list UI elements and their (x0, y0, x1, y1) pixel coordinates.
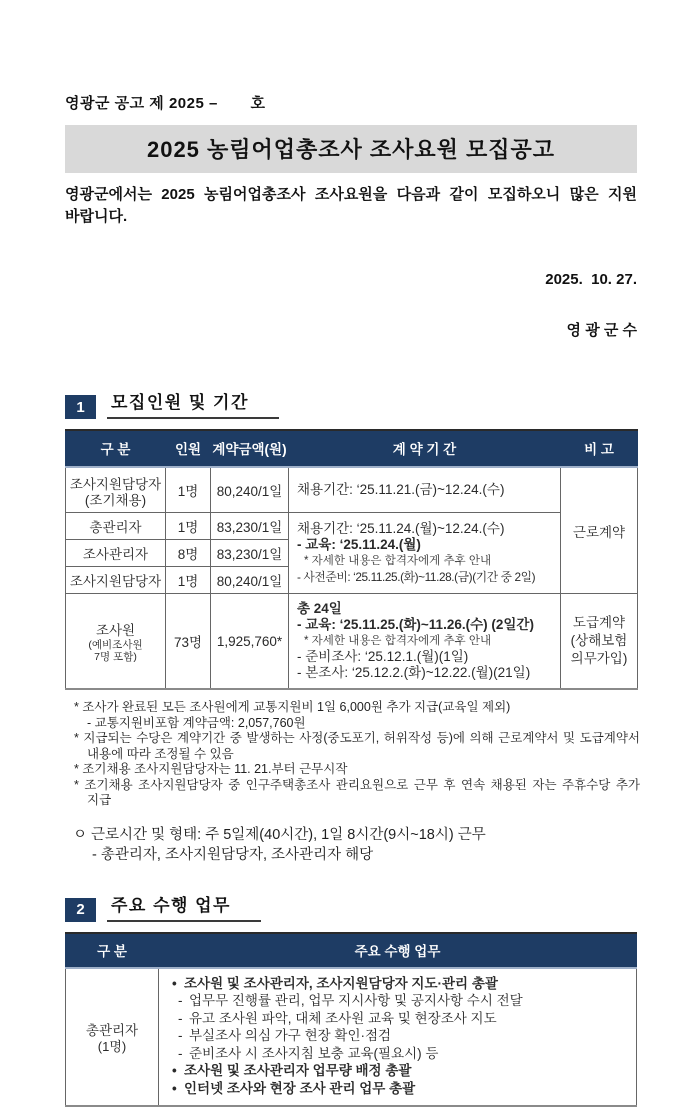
section2-number-badge: 2 (65, 898, 96, 922)
date-signature-block (65, 237, 637, 373)
period-cell: 채용기간: ‘25.11.21.(금)~12.24.(수) (289, 467, 561, 513)
duty-item: • 조사원 및 조사관리자, 조사지원담당자 지도·관리 총괄 (172, 975, 498, 991)
pay-cell: 83,230/1일 (211, 540, 289, 567)
section1-number-badge: 1 (65, 395, 96, 419)
col-header-count: 인원 (166, 430, 211, 467)
table-header-row (66, 933, 637, 968)
period-cell: 채용기간: ‘25.11.24.(월)~12.24.(수) - 교육: ‘25.11.24.(월) * 자세한 내용은 합격자에게 추후 안내 - 사전준비: ‘25.11.25.(화)~11.28.(금)(기간 중 2일) (289, 513, 561, 594)
recruitment-table (65, 429, 638, 690)
section1-heading (65, 388, 637, 419)
announcement-date: 2025. 10. 27. (545, 271, 637, 288)
duty-item: • 인터넷 조사와 현장 조사 관리 업무 총괄 (172, 1081, 416, 1097)
period-cell: 총 24일 - 교육: ‘25.11.25.(화)~11.26.(수) (2일간) * 자세한 내용은 합격자에게 추후 안내 - 준비조사: ‘25.12.1.(월)(1일) - 본조사: ‘25.12.2.(화)~12.22.(월)(21일) (289, 594, 561, 690)
table-row (66, 594, 638, 690)
worktime-line: ㅇ 근로시간 및 형태: 주 5일제(40시간), 1일 8시간(9시~18시) 근무 (73, 826, 486, 843)
footnote-sub: - 교통지원비포함 계약금액: 2,057,760원 (87, 715, 306, 730)
pay-cell: 1,925,760* (211, 594, 289, 690)
footnote: * 조사가 완료된 모든 조사원에게 교통지원비 1일 6,000원 추가 지급(교육일 제외) (74, 700, 511, 714)
notice-number: 영광군 공고 제 2025 – 호 (65, 95, 266, 112)
role-cell: 조사지원담당자 (조기채용) (66, 467, 166, 513)
role-cell: 조사원 (예비조사원 7명 포함) (66, 594, 166, 690)
footnote: * 지급되는 수당은 계약기간 중 발생하는 사정(중도포기, 허위작성 등)에 의해 근로계약서 및 도급계약서 내용에 따라 조정될 수 있음 (74, 731, 640, 761)
role-cell: 총관리자 (1명) (66, 968, 159, 1106)
footnotes (65, 700, 640, 809)
section2-heading (65, 891, 637, 922)
count-cell: 1명 (166, 513, 211, 540)
role-cell: 총관리자 (66, 513, 166, 540)
remark-cell: 도급계약 (상해보험 의무가입) (561, 594, 638, 690)
worktime-subline: - 총관리자, 조사지원담당자, 조사관리자 해당 (92, 846, 374, 863)
count-cell: 73명 (166, 594, 211, 690)
duty-item: • 조사원 및 조사관리자 업무량 배정 총괄 (172, 1063, 412, 1079)
table-row (66, 467, 638, 513)
pay-cell: 83,230/1일 (211, 513, 289, 540)
role-cell: 조사관리자 (66, 540, 166, 567)
col-header-remark: 비 고 (561, 430, 638, 467)
count-cell: 1명 (166, 467, 211, 513)
col-header-category: 구 분 (66, 933, 159, 968)
pay-cell: 80,240/1일 (211, 567, 289, 594)
duties-cell (159, 968, 637, 1106)
role-cell: 조사지원담당자 (66, 567, 166, 594)
table-header-row (66, 430, 638, 467)
col-header-category: 구 분 (66, 430, 166, 467)
table-row (66, 968, 637, 1106)
footnote: * 조기채용 조사지원담당자는 11. 21.부터 근무시작 (74, 762, 348, 776)
worktime-block (65, 825, 637, 865)
duties-table (65, 932, 637, 1107)
col-header-period: 계 약 기 간 (289, 430, 561, 467)
col-header-amount: 계약금액(원) (211, 430, 289, 467)
duty-item: - 업무무 진행률 관리, 업무 지시사항 및 공지사항 수시 전달 (178, 993, 523, 1009)
col-header-duties: 주요 수행 업무 (159, 933, 637, 968)
remark-cell: 근로계약 (561, 467, 638, 594)
section1-title: 모집인원 및 기간 (107, 388, 279, 419)
section2-title: 주요 수행 업무 (107, 891, 261, 922)
document-title: 2025 농림어업총조사 조사요원 모집공고 (65, 125, 637, 173)
duty-item: - 부실조사 의심 가구 현장 확인·점검 (178, 1028, 392, 1044)
footnote: * 조기채용 조사지원담당자 중 인구주택총조사 관리요원으로 근무 후 연속 채용된 자는 주휴수당 추가 지급 (74, 777, 640, 807)
count-cell: 8명 (166, 540, 211, 567)
signer-title: 영 광 군 수 (566, 322, 637, 339)
duty-item: - 유고 조사원 파악, 대체 조사원 교육 및 현장조사 지도 (178, 1010, 497, 1026)
table-row (66, 513, 638, 540)
duty-item: - 준비조사 시 조사지침 보충 교육(필요시) 등 (178, 1045, 439, 1061)
intro-paragraph: 영광군에서는 2025 농림어업총조사 조사요원을 다음과 같이 모집하오니 많은 지원 바랍니다. (65, 186, 637, 225)
count-cell: 1명 (166, 567, 211, 594)
pay-cell: 80,240/1일 (211, 467, 289, 513)
